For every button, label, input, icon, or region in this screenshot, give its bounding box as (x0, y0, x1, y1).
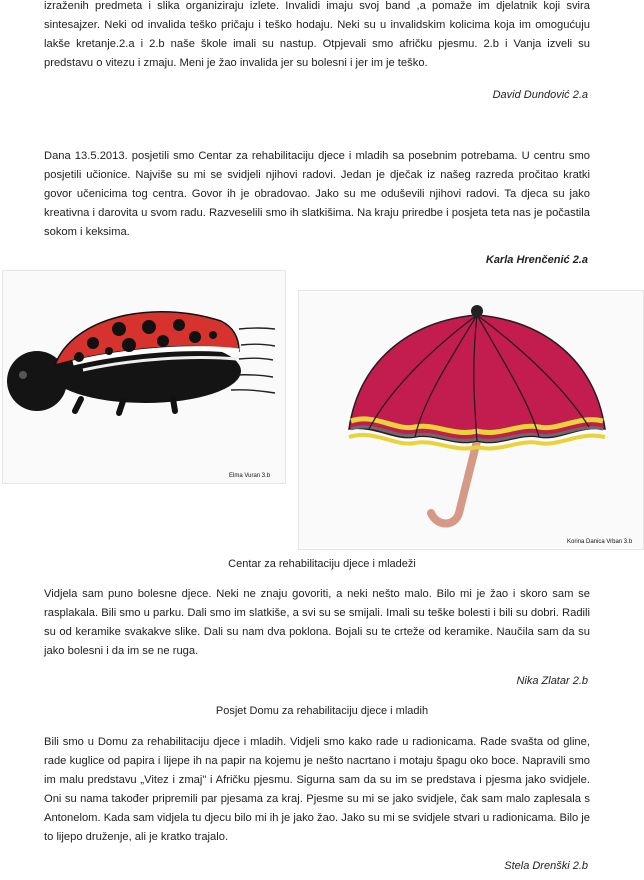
paragraph-stela: Bili smo u Domu za rehabilitaciju djece i mladih. Vidjeli smo kako rade u radionicama. Rade svašta od gline, rade kuglice od papira i lijepe ih na papir na kojemu je nešto nacrtano i motaju špagu oko boce. Napravili smo im malu predstavu „Vitez i zmaj" i Afričku pjesmu. Sigurna sam da su im se predstava i pjesma jako svidjele. Oni su nama također pripremili par pjesama za kraj. Pjesme su mi se jako svidjele, čak sam malo zaplesala s Antonelom. Kada sam vidjela tu djecu bilo mi ih je jako žao. Jako su mi se svidjele stvari u radionicama. Bilo je to lijepo druženje, ali je kratko trajalo. (44, 736, 590, 843)
signature-david: David Dundović 2.a (492, 89, 588, 101)
signature-stela: Stela Drenški 2.b (504, 860, 588, 872)
paragraph-visit-centre: Dana 13.5.2013. posjetili smo Centar za rehabilitaciju djece i mladih sa posebnim potrebama. U centru smo posjetili učionice. Najviše su mi se svidjeli njihovi radovi. Jedan je dječak iz našeg razreda pročitao kratki govor učenicima tog centra. Govor ih je obradovao. Jako su me oduševili njihovi radovi. Ta djeca su jako kreativna i darovita u svom radu. Razveselili smo ih slatkišima. Na kraju priredbe i posjeta teta nas je počastila sokom i keksima. (44, 150, 590, 238)
umbrella-artist: Korina Danica Vrban 3.b (567, 539, 633, 545)
paragraph-nika: Vidjela sam puno bolesne djece. Neki ne znaju govoriti, a neki nešto malo. Bilo mi je žao i skoro sam se rasplakala. Bili smo u parku. Dali smo im slatkiše, a svi su se smijali. Imali su teške bolesti i bili su dobri. Radili su od keramike svakakve slike. Dali su nam dva poklona. Bojali su te crteže od keramike. Naučila sam da su jako bolesni i da im se ne ruga. (44, 588, 590, 657)
caption-centre: Centar za rehabilitaciju djece i mladeži (228, 558, 416, 570)
umbrella-illustration (299, 291, 643, 549)
top-paragraph: izraženih predmeta i slika organiziraju izlete. Invalidi imaju svoj band ,a pomaže im djelatnik koji svira sintesajzer. Neki od invalida teško pričaju i teško hodaju. Neki su u invalidskim kolicima koja im omogućuju lakše kretanje.2.a i 2.b naše škole imali su nastup. Otpjevali smo afričku pjesmu. 2.b i Vanja izveli su predstavu o vitezu i zmaju. Meni je žao invalida jer su bolesni i jer im je teško. (44, 0, 590, 69)
ladybug-illustration (3, 271, 285, 483)
signature-nika: Nika Zlatar 2.b (516, 675, 588, 687)
ladybug-drawing (2, 270, 286, 484)
signature-karla: Karla Hrenčenić 2.a (485, 254, 588, 266)
ladybug-artist: Elma Vuran 3.b (229, 473, 271, 479)
caption-home-visit: Posjet Domu za rehabilitaciju djece i mladih (215, 705, 429, 717)
umbrella-drawing (298, 290, 644, 550)
